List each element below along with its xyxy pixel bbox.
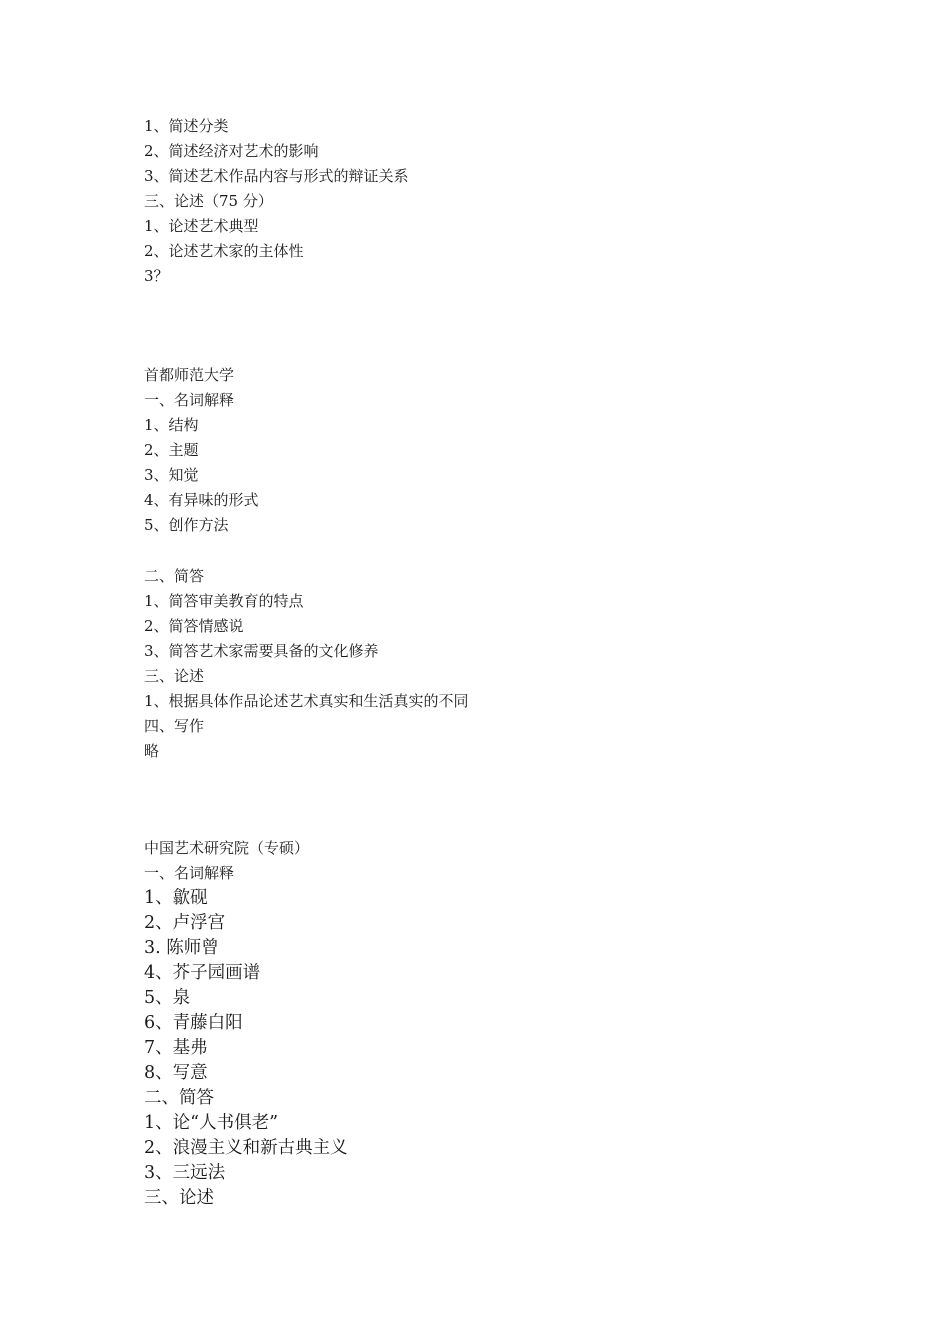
text-line: 一、名词解释 [144, 391, 235, 409]
text-line: 4、有异味的形式 [144, 491, 259, 509]
text-line: 三、论述 [144, 1188, 214, 1208]
section-title: 首都师范大学 [144, 366, 235, 384]
text-line: 一、名词解释 [144, 864, 235, 882]
text-line: 2、主题 [144, 441, 199, 459]
text-line: 四、写作 [144, 717, 205, 735]
text-line: 2、浪漫主义和新古典主义 [144, 1138, 348, 1158]
section-3 [144, 836, 309, 886]
text-line: 8、写意 [144, 1063, 208, 1083]
text-line: 3、简述艺术作品内容与形式的辩证关系 [144, 167, 409, 185]
text-line: 三、论述（75 分） [144, 192, 273, 210]
spacer [144, 538, 469, 564]
section-1 [144, 114, 409, 289]
section-2 [144, 363, 469, 764]
text-line: 二、简答 [144, 1088, 214, 1108]
text-line: 1、歙砚 [144, 888, 208, 908]
text-line: 3、知觉 [144, 466, 199, 484]
text-line: 2、简述经济对艺术的影响 [144, 142, 319, 160]
text-line: 二、简答 [144, 567, 205, 585]
section-title: 中国艺术研究院（专硕） [144, 839, 310, 857]
text-line: 5、泉 [144, 988, 191, 1008]
text-line: 5、创作方法 [144, 516, 229, 534]
text-line: 2、卢浮宫 [144, 913, 226, 933]
text-line: 3、简答艺术家需要具备的文化修养 [144, 642, 379, 660]
text-line: 1、论“人书俱老” [144, 1113, 279, 1133]
text-line: 6、青藤白阳 [144, 1013, 243, 1033]
text-line: 1、简答审美教育的特点 [144, 592, 304, 610]
text-line: 7、基弗 [144, 1038, 208, 1058]
text-line: 1、结构 [144, 416, 199, 434]
section-3-list [144, 886, 348, 1211]
text-line: 3？ [144, 267, 169, 285]
text-line: 1、简述分类 [144, 117, 229, 135]
text-line: 2、简答情感说 [144, 617, 244, 635]
text-line: 3、三远法 [144, 1163, 226, 1183]
text-line: 2、论述艺术家的主体性 [144, 242, 304, 260]
text-line: 1、论述艺术典型 [144, 217, 259, 235]
text-line: 3. 陈师曾 [144, 938, 219, 958]
text-line: 三、论述 [144, 667, 205, 685]
text-line: 略 [144, 742, 160, 760]
text-line: 4、芥子园画谱 [144, 963, 261, 983]
text-line: 1、根据具体作品论述艺术真实和生活真实的不同 [144, 692, 469, 710]
